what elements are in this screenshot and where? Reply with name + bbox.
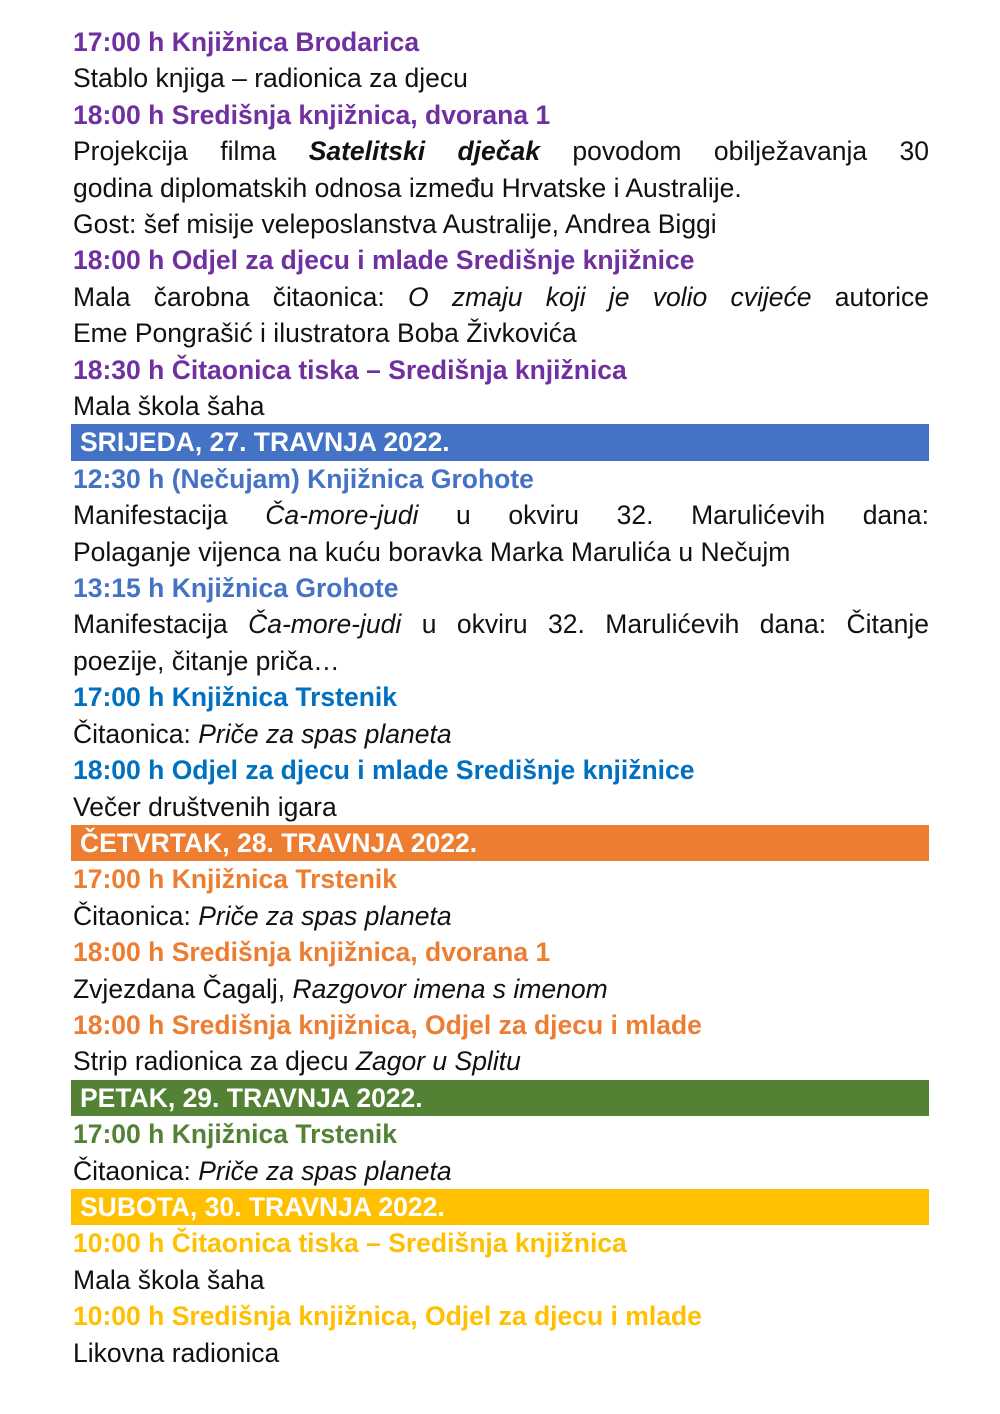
event-description: [73, 497, 929, 570]
book-title: Razgovor imena s imenom: [292, 973, 608, 1004]
event-thu-comics: [73, 1007, 929, 1080]
description-line: [73, 497, 929, 533]
event-time-location: 18:00 h Središnja knjižnica, dvorana 1: [73, 937, 551, 968]
description-line: [73, 133, 929, 169]
event-wed-games: [73, 752, 929, 825]
event-description: [73, 1153, 929, 1189]
description-line: [73, 279, 929, 315]
description-text: Čitaonica:: [73, 1155, 199, 1186]
event-description: Mala škola šaha: [73, 1264, 265, 1295]
book-title: O zmaju koji je volio cvijeće: [407, 281, 812, 312]
event-description: [73, 716, 929, 752]
event-time-location: 18:30 h Čitaonica tiska – Središnja knjižnica: [73, 354, 627, 385]
description-text: Manifestacija: [73, 500, 266, 531]
event-tue-brodarica: [73, 24, 929, 97]
description-line: poezije, čitanje priča…: [73, 645, 340, 676]
event-time-location: 18:00 h Središnja knjižnica, dvorana 1: [73, 99, 551, 130]
event-time-location: 17:00 h Knjižnica Trstenik: [73, 682, 398, 713]
description-text: Strip radionica za djecu: [73, 1046, 356, 1077]
description-text: povodom obilježavanja 30: [539, 136, 929, 167]
event-description: Večer društvenih igara: [73, 791, 337, 822]
event-title: Priče za spas planeta: [198, 718, 452, 749]
event-title: Zagor u Splitu: [355, 1046, 521, 1077]
description-text: Projekcija filma: [73, 136, 309, 167]
event-sat-art: [73, 1298, 929, 1371]
event-tue-chess: [73, 352, 929, 425]
event-time-location: 17:00 h Knjižnica Trstenik: [73, 864, 398, 895]
event-time-location: 17:00 h Knjižnica Trstenik: [73, 1119, 398, 1150]
event-time-location: 17:00 h Knjižnica Brodarica: [73, 27, 420, 57]
event-thu-trstenik: [73, 861, 929, 934]
description-line: Polaganje vijenca na kuću boravka Marka Marulića u Nečujm: [73, 536, 791, 567]
day-heading-wednesday: SRIJEDA, 27. TRAVNJA 2022.: [71, 424, 929, 460]
event-time-location: 10:00 h Čitaonica tiska – Središnja knjižnica: [73, 1228, 627, 1259]
program-document: [73, 24, 929, 1371]
event-wed-trstenik: [73, 679, 929, 752]
event-description: [73, 898, 929, 934]
event-description: Likovna radionica: [73, 1337, 280, 1368]
day-heading-thursday: ČETVRTAK, 28. TRAVNJA 2022.: [71, 825, 929, 861]
event-thu-hall: [73, 934, 929, 1007]
event-time-location: 12:30 h (Nečujam) Knjižnica Grohote: [73, 463, 534, 494]
description-line: godina diplomatskih odnosa između Hrvatske i Australije.: [73, 172, 742, 203]
event-time-location: 18:00 h Središnja knjižnica, Odjel za djecu i mlade: [73, 1009, 702, 1040]
description-text: autorice: [811, 281, 930, 312]
event-description: Mala škola šaha: [73, 391, 265, 422]
description-line: Gost: šef misije veleposlanstva Australije, Andrea Biggi: [73, 209, 717, 240]
event-description: [73, 279, 929, 352]
event-title: Priče za spas planeta: [198, 1155, 452, 1186]
event-tue-reading-room: [73, 242, 929, 351]
day-heading-saturday: SUBOTA, 30. TRAVNJA 2022.: [71, 1189, 929, 1225]
day-heading-friday: PETAK, 29. TRAVNJA 2022.: [71, 1080, 929, 1116]
event-description: [73, 133, 929, 242]
description-line: Eme Pongrašić i ilustratora Boba Živkovića: [73, 318, 577, 349]
event-time-location: 13:15 h Knjižnica Grohote: [73, 573, 399, 604]
event-description: Stablo knjiga – radionica za djecu: [73, 63, 468, 94]
event-time-location: 10:00 h Središnja knjižnica, Odjel za djecu i mlade: [73, 1301, 702, 1332]
event-title: Priče za spas planeta: [198, 900, 452, 931]
description-text: Čitaonica:: [73, 900, 199, 931]
description-text: Mala čarobna čitaonica:: [73, 281, 408, 312]
event-tue-film: [73, 97, 929, 243]
description-text: u okviru 32. Marulićevih dana: Čitanje: [401, 609, 930, 640]
event-time-location: 18:00 h Odjel za djecu i mlade Središnje knjižnice: [73, 755, 695, 786]
description-text: Čitaonica:: [73, 718, 199, 749]
description-text: Zvjezdana Čagalj,: [73, 973, 293, 1004]
description-text: u okviru 32. Marulićevih dana:: [418, 500, 930, 531]
film-title: Satelitski dječak: [308, 136, 540, 167]
event-time-location: 18:00 h Odjel za djecu i mlade Središnje knjižnice: [73, 245, 695, 276]
event-title: Ča-more-judi: [265, 500, 419, 531]
event-fri-trstenik: [73, 1116, 929, 1189]
description-line: [73, 606, 929, 642]
event-wed-necujam: [73, 461, 929, 570]
event-description: [73, 606, 929, 679]
event-sat-chess: [73, 1225, 929, 1298]
event-description: [73, 1043, 929, 1079]
description-text: Manifestacija: [73, 609, 249, 640]
event-description: [73, 971, 929, 1007]
event-wed-grohote: [73, 570, 929, 679]
event-title: Ča-more-judi: [248, 609, 402, 640]
